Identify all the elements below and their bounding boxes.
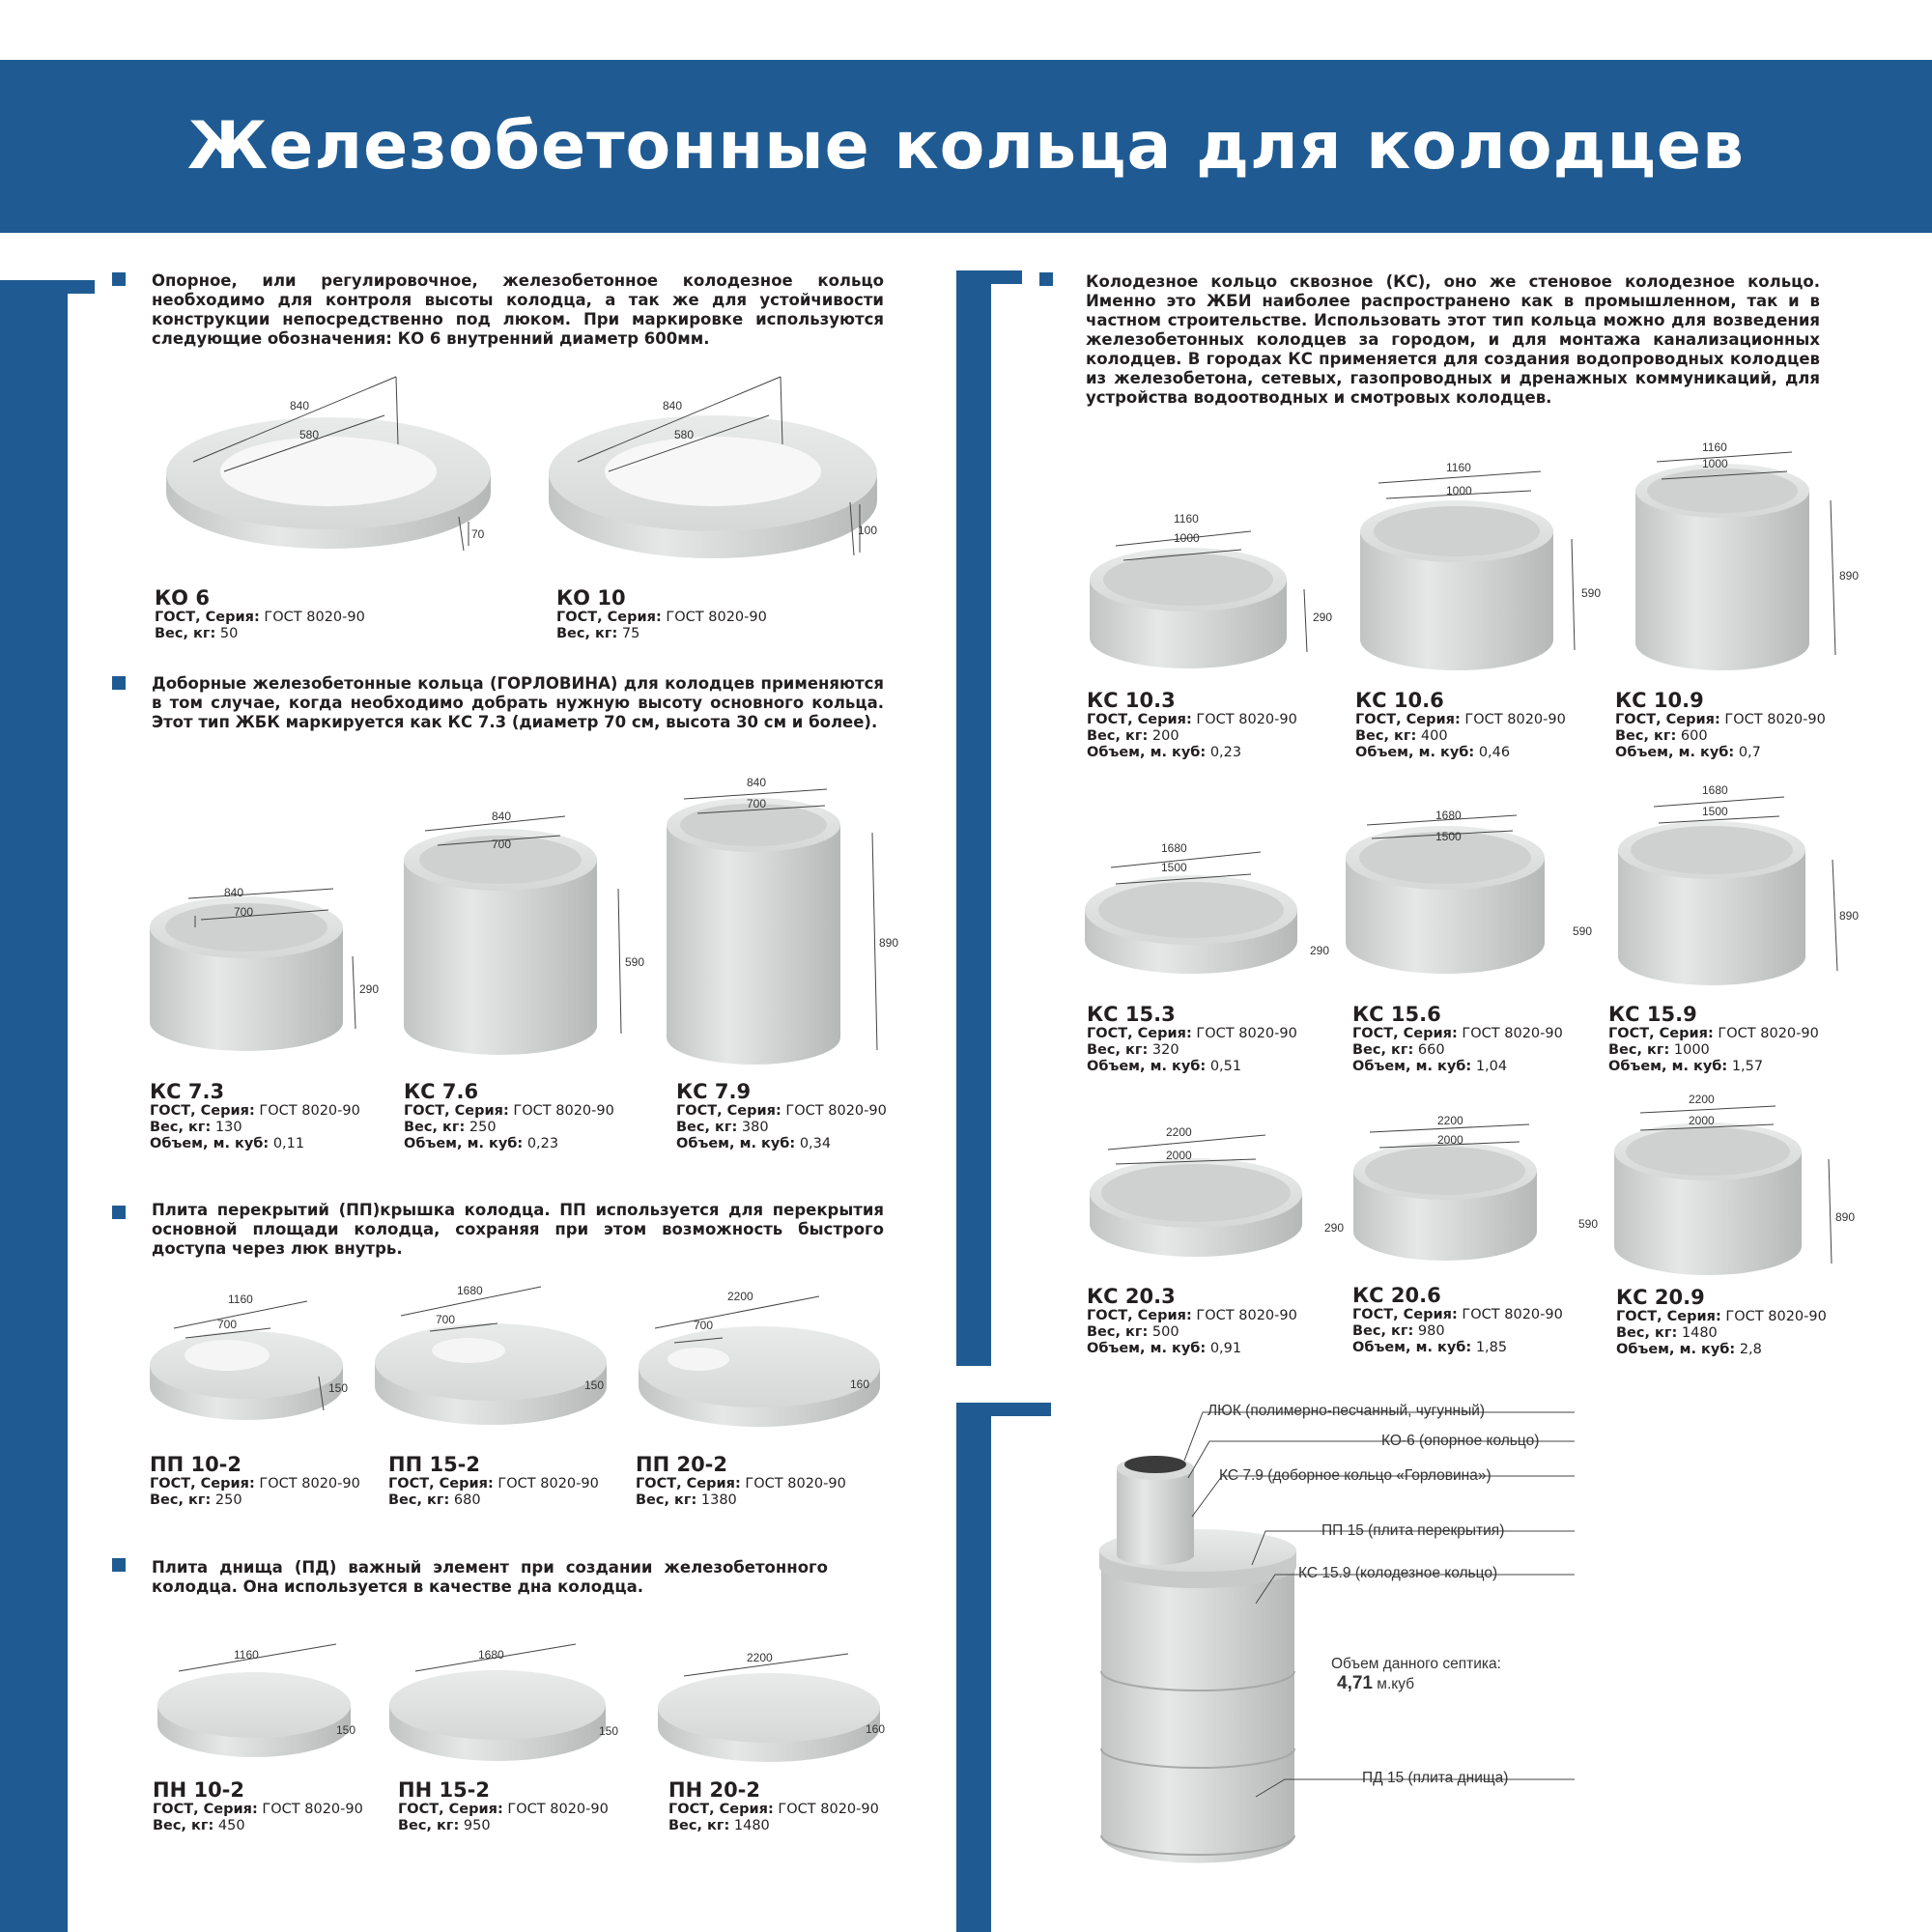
ks156-height-dim: 590 (1573, 924, 1593, 938)
ks79-figure (665, 775, 916, 1065)
ks209-figure (1611, 1092, 1872, 1285)
product-ks76: КС 7.6 ГОСТ, Серия: ГОСТ 8020-90 Вес, кг: 250 Объем, м. куб: 0,23 (404, 1080, 614, 1151)
pn102-height-dim: 150 (336, 1723, 356, 1737)
ks106-figure (1357, 462, 1608, 684)
ks109-outer-dim: 1160 (1702, 440, 1727, 454)
ks103-figure (1087, 507, 1338, 681)
pn152-height-dim: 150 (599, 1724, 619, 1738)
ks103-outer-dim: 1160 (1174, 512, 1199, 526)
ko10-inner-dim: 580 (674, 428, 695, 441)
ks206-inner-dim: 2000 (1437, 1133, 1463, 1147)
product-ks106: КС 10.6 ГОСТ, Серия: ГОСТ 8020-90 Вес, кг: 400 Объем, м. куб: 0,46 (1355, 689, 1566, 760)
product-pn152: ПН 15-2 ГОСТ, Серия: ГОСТ 8020-90 Вес, кг: 950 (398, 1778, 609, 1833)
pn152-outer-dim: 1680 (478, 1648, 504, 1662)
bullet-square (112, 272, 126, 286)
ko6-figure (155, 386, 502, 580)
pp102-outer-dim: 1160 (228, 1293, 253, 1306)
pp102-hole-dim: 700 (217, 1318, 238, 1331)
ks156-outer-dim: 1680 (1435, 809, 1462, 822)
assembly-label-ks159: КС 15.9 (колодезное кольцо) (1298, 1565, 1498, 1581)
pp102-figure (145, 1290, 367, 1425)
bullet-square (112, 676, 126, 690)
pn102-outer-dim: 1160 (234, 1648, 259, 1662)
product-name: КО 6 (155, 586, 210, 610)
ko10-figure (539, 386, 887, 580)
ks209-height-dim: 890 (1835, 1210, 1856, 1224)
ks109-inner-dim: 1000 (1702, 457, 1728, 470)
pn202-outer-dim: 2200 (747, 1651, 773, 1664)
ks106-height-dim: 590 (1581, 586, 1602, 600)
ks159-height-dim: 890 (1839, 909, 1860, 923)
right-frame-cap (956, 270, 1022, 284)
right-bottom-frame-bar (956, 1403, 991, 1932)
pn202-figure (655, 1652, 887, 1777)
ks159-outer-dim: 1680 (1702, 783, 1728, 797)
product-ks153: КС 15.3 ГОСТ, Серия: ГОСТ 8020-90 Вес, кг: 320 Объем, м. куб: 0,51 (1087, 1003, 1297, 1074)
ks203-height-dim: 290 (1324, 1221, 1345, 1235)
ks153-figure (1082, 840, 1333, 985)
ks79-height-dim: 890 (879, 936, 899, 950)
product-ko10: КО 10 ГОСТ, Серия: ГОСТ 8020-90 Вес, кг: 75 (556, 586, 767, 641)
ks73-outer-dim: 840 (224, 886, 244, 899)
ks109-figure (1633, 442, 1874, 684)
ks76-figure (401, 811, 652, 1053)
ks159-inner-dim: 1500 (1702, 805, 1728, 818)
ks209-inner-dim: 2000 (1689, 1114, 1715, 1127)
assembly-label-hatch: ЛЮК (полимерно-песчанный, чугунный) (1208, 1403, 1486, 1419)
ko10-height-dim: 100 (858, 524, 878, 537)
product-ks79: КС 7.9 ГОСТ, Серия: ГОСТ 8020-90 Вес, кг: 380 Объем, м. куб: 0,34 (676, 1080, 887, 1151)
ks76-inner-dim: 700 (492, 838, 512, 851)
product-ks103: КС 10.3 ГОСТ, Серия: ГОСТ 8020-90 Вес, кг: 200 Объем, м. куб: 0,23 (1087, 689, 1297, 760)
ks203-figure (1087, 1121, 1348, 1275)
page-title: Железобетонные кольца для колодцев (186, 108, 1746, 185)
ks73-inner-dim: 700 (234, 905, 254, 919)
ks206-height-dim: 590 (1578, 1217, 1599, 1231)
ks79-inner-dim: 700 (747, 797, 767, 810)
pp202-figure (636, 1285, 887, 1430)
ko10-outer-dim: 840 (663, 399, 683, 412)
ks109-height-dim: 890 (1839, 569, 1860, 582)
ks206-outer-dim: 2200 (1437, 1114, 1463, 1127)
product-pp202: ПП 20-2 ГОСТ, Серия: ГОСТ 8020-90 Вес, кг: 1380 (636, 1453, 846, 1508)
ks159-figure (1615, 782, 1866, 985)
pn152-figure (386, 1642, 618, 1768)
ks209-outer-dim: 2200 (1689, 1093, 1715, 1106)
pp152-hole-dim: 700 (436, 1313, 456, 1326)
ko6-height-dim: 70 (471, 527, 485, 541)
gorlovina-description: Доборные железобетонные кольца (ГОРЛОВИНА) для колодцев применяются в том случае, когда необходимо добрать нужную высоту основного кольца. Этот тип ЖБК маркируется как КС 7.3 (диаметр 70 см, высота 30 см и более). (152, 674, 884, 731)
pp202-height-dim: 160 (850, 1378, 870, 1391)
product-ks206: КС 20.6 ГОСТ, Серия: ГОСТ 8020-90 Вес, кг: 980 Объем, м. куб: 1,85 (1352, 1284, 1563, 1355)
ks79-outer-dim: 840 (747, 776, 767, 789)
product-ks159: КС 15.9 ГОСТ, Серия: ГОСТ 8020-90 Вес, кг: 1000 Объем, м. куб: 1,57 (1608, 1003, 1819, 1074)
ks73-figure (145, 802, 380, 1053)
right-frame-bar (956, 270, 991, 1366)
pn202-height-dim: 160 (866, 1722, 886, 1736)
assembly-label-pp15: ПП 15 (плита перекрытия) (1321, 1522, 1505, 1539)
bullet-square (1039, 272, 1053, 286)
pp152-figure (372, 1285, 613, 1430)
volume-unit: м.куб (1377, 1676, 1415, 1692)
ks103-height-dim: 290 (1313, 611, 1333, 624)
ks156-figure (1343, 808, 1604, 981)
product-ko6: КО 6 ГОСТ, Серия: ГОСТ 8020-90 Вес, кг: 50 (155, 586, 365, 641)
ks153-inner-dim: 1500 (1161, 861, 1187, 874)
product-ks109: КС 10.9 ГОСТ, Серия: ГОСТ 8020-90 Вес, кг: 600 Объем, м. куб: 0,7 (1615, 689, 1826, 760)
ks206-figure (1350, 1111, 1611, 1285)
pn102-figure (155, 1642, 367, 1768)
product-ks209: КС 20.9 ГОСТ, Серия: ГОСТ 8020-90 Вес, кг: 1480 Объем, м. куб: 2,8 (1616, 1286, 1827, 1357)
ks-description: Колодезное кольцо сквозное (КС), оно же стеновое колодезное кольцо. Именно это ЖБИ наиболее распространено как в промышленном, так и в частном строительстве. Использовать этот тип кольца можно для возведения железобетонных колодцев за городом, и для монтажа канализационных колодцев. В городах КС применяется для создания водопроводных колодцев из железобетона, сетевых, газопроводных и дренажных коммуникаций, для устройства водоотводных и смотровых колодцев. (1086, 272, 1820, 407)
product-ks156: КС 15.6 ГОСТ, Серия: ГОСТ 8020-90 Вес, кг: 660 Объем, м. куб: 1,04 (1352, 1003, 1563, 1074)
ks106-outer-dim: 1160 (1446, 461, 1471, 474)
product-name: КО 10 (556, 586, 626, 610)
assembly-label-ks79: КС 7.9 (доборное кольцо «Горловина») (1219, 1467, 1492, 1484)
ks156-inner-dim: 1500 (1435, 830, 1462, 843)
product-pp102: ПП 10-2 ГОСТ, Серия: ГОСТ 8020-90 Вес, кг: 250 (150, 1453, 360, 1508)
product-ks73: КС 7.3 ГОСТ, Серия: ГОСТ 8020-90 Вес, кг: 130 Объем, м. куб: 0,11 (150, 1080, 360, 1151)
pp202-hole-dim: 700 (694, 1319, 714, 1332)
product-pn102: ПН 10-2 ГОСТ, Серия: ГОСТ 8020-90 Вес, кг: 450 (153, 1778, 363, 1833)
left-frame-cap (60, 280, 95, 294)
ks153-height-dim: 290 (1310, 944, 1330, 957)
bullet-square (112, 1206, 126, 1219)
volume-label: Объем данного септика: (1331, 1656, 1501, 1672)
ks203-outer-dim: 2200 (1166, 1125, 1192, 1139)
ko-description: Опорное, или регулировочное, железобетонное колодезное кольцо необходимо для контроля высоты колодца, а так же для устойчивости конструкции непосредственно под люком. При маркировке используются следующие обозначения: КО 6 внутренний диаметр 600мм. (152, 271, 884, 348)
pp-description: Плита перекрытий (ПП)крышка колодца. ПП используется для перекрытия основной площади колодца, сохраняя при этом возможность быстрого доступа через люк внутрь. (152, 1201, 884, 1258)
bullet-square (112, 1558, 126, 1572)
right-bottom-frame-cap (956, 1403, 1051, 1416)
assembly-label-ko6: КО-6 (опорное кольцо) (1381, 1433, 1540, 1449)
pd-description: Плита днища (ПД) важный элемент при создании железобетонного колодца. Она используется в качестве дна колодца. (152, 1558, 828, 1596)
ks76-height-dim: 590 (625, 955, 645, 969)
product-pn202: ПН 20-2 ГОСТ, Серия: ГОСТ 8020-90 Вес, кг: 1480 (668, 1778, 879, 1833)
ko6-outer-dim: 840 (290, 399, 310, 412)
volume-value: 4,71 (1337, 1673, 1373, 1693)
pp202-outer-dim: 2200 (727, 1290, 753, 1303)
ks73-height-dim: 290 (359, 982, 380, 996)
pp152-height-dim: 150 (584, 1378, 605, 1392)
assembly-label-pd15: ПД 15 (плита днища) (1362, 1770, 1509, 1786)
left-frame-bar (0, 280, 68, 1932)
ks76-outer-dim: 840 (492, 810, 512, 823)
title-banner (0, 60, 1932, 233)
pp152-outer-dim: 1680 (457, 1284, 483, 1297)
pp102-height-dim: 150 (328, 1381, 349, 1395)
ks103-inner-dim: 1000 (1174, 531, 1200, 545)
product-pp152: ПП 15-2 ГОСТ, Серия: ГОСТ 8020-90 Вес, кг: 680 (388, 1453, 599, 1508)
ks106-inner-dim: 1000 (1446, 484, 1472, 497)
ks153-outer-dim: 1680 (1161, 841, 1187, 855)
assembly-volume-block (1331, 1656, 1501, 1694)
product-ks203: КС 20.3 ГОСТ, Серия: ГОСТ 8020-90 Вес, кг: 500 Объем, м. куб: 0,91 (1087, 1285, 1297, 1356)
ks203-inner-dim: 2000 (1166, 1149, 1192, 1162)
ko6-inner-dim: 580 (299, 428, 320, 441)
